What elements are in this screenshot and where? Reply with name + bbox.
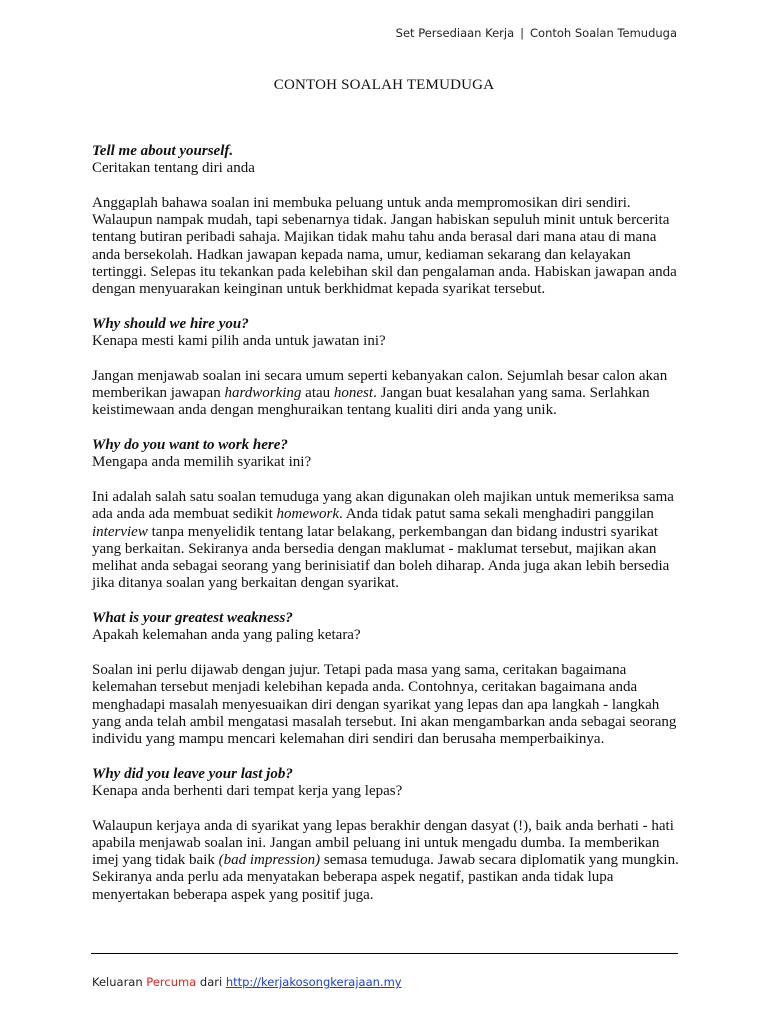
question-english: Tell me about yourself. — [92, 143, 234, 159]
answer-paragraph — [92, 662, 682, 748]
question-english: What is your greatest weakness? — [92, 610, 293, 627]
document-title: CONTOH SOALAH TEMUDUGA — [273, 77, 495, 93]
answer-text: Ini adalah salah satu soalan temuduga yang akan digunakan oleh majikan untuk memeriksa sama ada anda ada membuat sedikit — [92, 488, 674, 523]
answer-emphasis: homework — [276, 506, 340, 523]
question-english: Why should we hire you? — [92, 315, 249, 332]
qa-section — [92, 143, 682, 299]
footer-middle: dari — [196, 975, 226, 989]
header-right-text: Contoh Soalan Temuduga — [530, 26, 677, 40]
answer-text: atau — [301, 385, 334, 402]
header-left-text: Set Persediaan Kerja — [395, 26, 515, 40]
qa-section — [92, 766, 682, 904]
answer-text: Jangan menjawab soalan ini secara umum seperti kebanyakan calon. Sejumlah besar calon akan memberikan jawapan — [92, 367, 668, 402]
footer-highlight: Percuma — [146, 975, 197, 989]
answer-text: . Anda tidak patut sama sekali menghadiri panggilan — [339, 506, 654, 523]
footer-link[interactable]: http://kerjakosongkerajaan.my — [225, 975, 402, 989]
answer-paragraph — [92, 818, 682, 904]
answer-text: tanpa menyelidik tentang latar belakang, perkembangan dan bidang industri syarikat yang berkaitan. Sekiranya anda bersedia dengan maklumat - maklumat tersebut, majikan akan melihat anda sebagai seorang yang berinisiatif dan boleh diharap. Anda juga akan lebih bersedia jika ditanya soalan yang berkaitan dengan syarikat. — [92, 523, 670, 592]
answer-emphasis: interview — [92, 523, 148, 540]
answer-text: semasa temuduga. Jawab secara diplomatik yang mungkin. Sekiranya anda perlu ada menyatakan beberapa aspek negatif, pastikan anda tidak lupa menyertakan beberapa aspek yang positif juga. — [92, 852, 679, 903]
question-malay: Kenapa anda berhenti dari tempat kerja yang lepas? — [92, 782, 403, 799]
answer-emphasis: (bad impression) — [218, 852, 321, 869]
question-malay: Kenapa mesti kami pilih anda untuk jawatan ini? — [92, 333, 386, 350]
answer-paragraph — [92, 489, 682, 593]
page-footer — [92, 975, 402, 989]
question-malay: Ceritakan tentang diri anda — [92, 160, 255, 177]
answer-paragraph — [92, 195, 682, 299]
document-body — [92, 143, 682, 921]
answer-emphasis: honest — [333, 385, 374, 402]
qa-section — [92, 316, 682, 420]
header-separator: | — [520, 26, 525, 40]
answer-text: . Jangan buat kesalahan yang sama. Serlahkan keistimewaan anda dengan menghuraikan tentang kualiti diri anda yang unik. — [92, 385, 650, 419]
footer-prefix: Keluaran — [92, 975, 147, 989]
answer-text: Soalan ini perlu dijawab dengan jujur. Tetapi pada masa yang sama, ceritakan bagaimana kelemahan tersebut menjadi kelebihan kepada anda. Contohnya, ceritakan bagaimana anda menghadapi masalah menyesuaikan diri dengan syarikat yang lepas dan apa langkah - langkah yang anda telah ambil mengatasi masalah tersebut. Ini akan mengambarkan anda sebagai seorang individu yang mampu mencari kelemahan diri sendiri dan berusaha memperbaikinya. — [92, 661, 677, 748]
question-english: Why did you leave your last job? — [92, 765, 293, 782]
page-header — [396, 26, 677, 40]
answer-text: Anggaplah bahawa soalan ini membuka peluang untuk anda mempromosikan diri sendiri. Walaupun nampak mudah, tapi sebenarnya tidak. Jangan habiskan sepuluh minit untuk bercerita tentang butiran peribadi sahaja. Majikan tidak mahu tahu anda berasal dari mana atau di mana anda bersekolah. Hadkan jawapan kepada nama, umur, kediaman sekarang dan kelayakan tertinggi. Selepas itu tekankan pada kelebihan skil dan pengalaman anda. Habiskan jawapan anda dengan menyuarakan keinginan untuk berkhidmat kepada syarikat tersebut. — [92, 194, 677, 298]
question-english: Why do you want to work here? — [92, 437, 288, 454]
answer-emphasis: hardworking — [224, 385, 302, 402]
question-malay: Apakah kelemahan anda yang paling ketara? — [92, 627, 361, 644]
qa-section — [92, 610, 682, 748]
qa-section — [92, 437, 682, 593]
footer-divider — [91, 953, 678, 954]
question-malay: Mengapa anda memilih syarikat ini? — [92, 454, 312, 471]
answer-paragraph — [92, 368, 682, 420]
answer-text: Walaupun kerjaya anda di syarikat yang lepas berakhir dengan dasyat (!), baik anda berhati - hati apabila menjawab soalan ini. Jangan ambil peluang ini untuk mengadu dumba. Ia memberikan imej yang tidak baik — [92, 817, 674, 869]
